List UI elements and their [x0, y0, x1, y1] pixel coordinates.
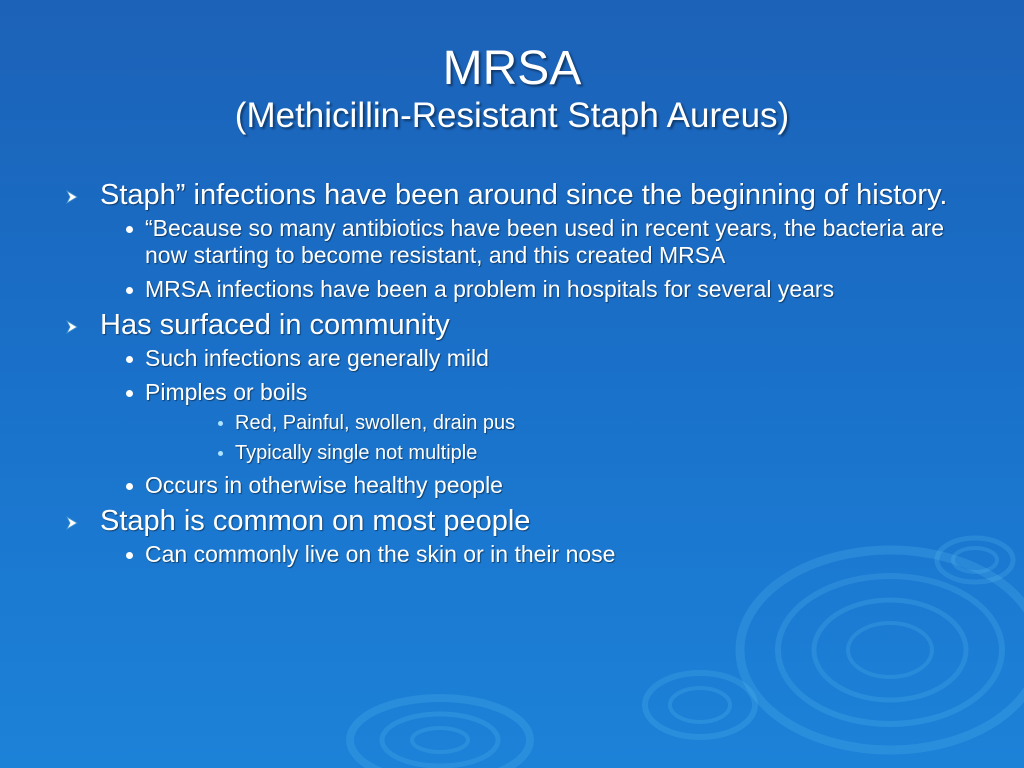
slide-subtitle: (Methicillin-Resistant Staph Aureus) — [234, 96, 790, 135]
bullet-item — [60, 506, 960, 568]
sub-sub-bullet-text: Typically single not multiple — [235, 442, 478, 464]
arrow-chevron-icon — [64, 189, 80, 205]
sub-sub-bullet-item — [145, 411, 960, 435]
arrow-chevron-icon — [64, 515, 80, 531]
arrow-chevron-icon — [64, 319, 80, 335]
title-block — [0, 42, 1024, 136]
small-bullet-dot-icon — [218, 421, 223, 426]
sub-bullet-text: Pimples or boils — [145, 379, 308, 405]
slide-title: MRSA — [442, 42, 582, 95]
sub-bullet-item — [100, 472, 960, 499]
bullet-text: Staph is common on most people — [100, 505, 531, 537]
slide-content — [60, 180, 960, 575]
sub-bullet-item — [100, 541, 960, 568]
bullet-dot-icon — [126, 483, 133, 490]
bullet-dot-icon — [126, 552, 133, 559]
sub-bullet-text: Such infections are generally mild — [145, 345, 489, 371]
sub-sub-bullet-item — [145, 441, 960, 465]
bullet-text: Staph” infections have been around since the beginning of history. — [100, 179, 948, 211]
bullet-dot-icon — [126, 356, 133, 363]
sub-bullet-list — [100, 215, 960, 303]
bullet-list — [60, 180, 960, 568]
bullet-text: Has surfaced in community — [100, 309, 450, 341]
bullet-dot-icon — [126, 287, 133, 294]
sub-bullet-item — [100, 345, 960, 372]
bullet-item — [60, 180, 960, 303]
sub-sub-bullet-text: Red, Painful, swollen, drain pus — [235, 412, 516, 434]
bullet-item — [60, 310, 960, 499]
bullet-dot-icon — [126, 226, 133, 233]
sub-bullet-item — [100, 276, 960, 303]
sub-sub-bullet-list — [145, 411, 960, 465]
sub-bullet-text: Occurs in otherwise healthy people — [145, 472, 503, 498]
sub-bullet-text: “Because so many antibiotics have been used in recent years, the bacteria are now starting to become resistant, and this created MRSA — [145, 215, 945, 268]
sub-bullet-item — [100, 215, 960, 269]
sub-bullet-text: Can commonly live on the skin or in their nose — [145, 541, 616, 567]
sub-bullet-list — [100, 541, 960, 568]
bullet-dot-icon — [126, 390, 133, 397]
sub-bullet-item — [100, 379, 960, 465]
sub-bullet-text: MRSA infections have been a problem in hospitals for several years — [145, 276, 835, 302]
sub-bullet-list — [100, 345, 960, 499]
small-bullet-dot-icon — [218, 451, 223, 456]
